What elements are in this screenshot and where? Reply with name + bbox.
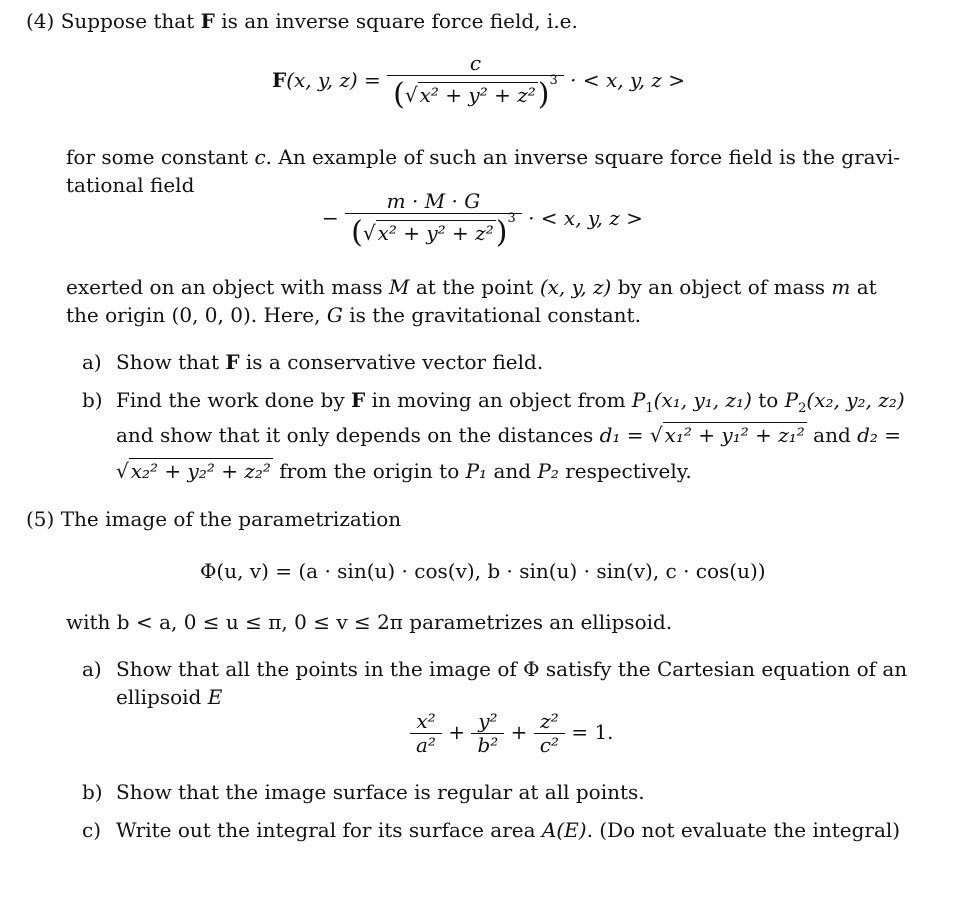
- problem-4b-line-3: √ x₂² + y₂² + z₂² from the origin to P₁ and P₂ respectively.: [116, 459, 692, 483]
- grav-formula: [322, 190, 643, 249]
- problem-5a-label: a): [82, 657, 102, 681]
- problem-5c: c) Write out the integral for its surface area A(E). (Do not evaluate the integral): [82, 818, 901, 842]
- grav-text: tational field: [66, 173, 195, 197]
- grav-numerator: m · M · G: [386, 189, 481, 213]
- phi-formula: Φ(u, v) = (a · sin(u) · cos(v), b · sin(u) · sin(v), c · cos(u)): [200, 559, 766, 583]
- formula-fraction: [387, 52, 564, 111]
- grav-minus: −: [322, 205, 339, 230]
- problem-5b: b) Show that the image surface is regular at all points.: [82, 780, 645, 804]
- problem-4b-line-1: b) Find the work done by F in moving an object from $P_1(x_1$, y₁, z₁) to $P_2(x_2$, y₂, z₂): [82, 388, 905, 416]
- grav-rhs: · < x, y, z >: [528, 205, 643, 230]
- problem-5-header: [26, 508, 401, 531]
- problem-5-number: (5): [26, 507, 55, 531]
- problem-4-F: F: [200, 9, 215, 33]
- problem-4-intro-rest: is an inverse square force field, i.e.: [221, 9, 578, 33]
- problem-4a-label: a): [82, 350, 102, 374]
- constant-text: for some constant c. An example of such an inverse square force field is the gravi-: [66, 145, 901, 169]
- problem-5a-line-1: a) Show that all the points in the image of Φ satisfy the Cartesian equation of an: [82, 657, 908, 681]
- grav-denominator: (√ x² + y² + z²)$^3$: [345, 213, 522, 249]
- problem-4-intro: Suppose that: [60, 9, 195, 33]
- grav-fraction: [345, 190, 522, 249]
- formula-lhs: (x, y, z) =: [286, 67, 381, 92]
- problem-4-number: (4): [26, 9, 55, 33]
- with-text: with b < a, 0 ≤ u ≤ π, 0 ≤ v ≤ 2π parametrizes an ellipsoid.: [66, 610, 673, 634]
- formula-rhs: · < x, y, z >: [570, 67, 685, 92]
- force-field-formula: F(x, y, z) = $\frac{c}{(√ x^2 + y^2 + z^2)^3}$ · < x, y, z >: [272, 51, 685, 112]
- formula-numerator: c: [469, 51, 482, 75]
- exerted-line-2: the origin (0, 0, 0). Here, G is the gravitational constant.: [66, 303, 641, 327]
- formula-denominator: (√ x² + y² + z²)$^3$: [387, 75, 564, 111]
- ellipsoid-equation: $\frac{\text{x²}}{\text{a²}}$ + $\frac{\text{y²}}{\text{b²}}$ + $\frac{\text{z²}}{\text{c²}}$ = 1.: [410, 710, 614, 757]
- problem-5b-label: b): [82, 780, 103, 804]
- problem-4-header: [26, 10, 578, 33]
- exerted-line-1: exerted on an object with mass M at the point (x, y, z) by an object of mass m at: [66, 275, 877, 299]
- problem-5a-line-2: ellipsoid E: [116, 685, 223, 709]
- problem-5-intro: The image of the parametrization: [60, 507, 402, 531]
- problem-5c-label: c): [82, 818, 102, 842]
- problem-4b-line-2: and show that it only depends on the distances d₁ = √ x₁² + y₁² + z₁² and d₂ =: [116, 423, 902, 447]
- problem-4b-label: b): [82, 388, 103, 412]
- problem-4a: a) Show that F is a conservative vector field.: [82, 350, 544, 374]
